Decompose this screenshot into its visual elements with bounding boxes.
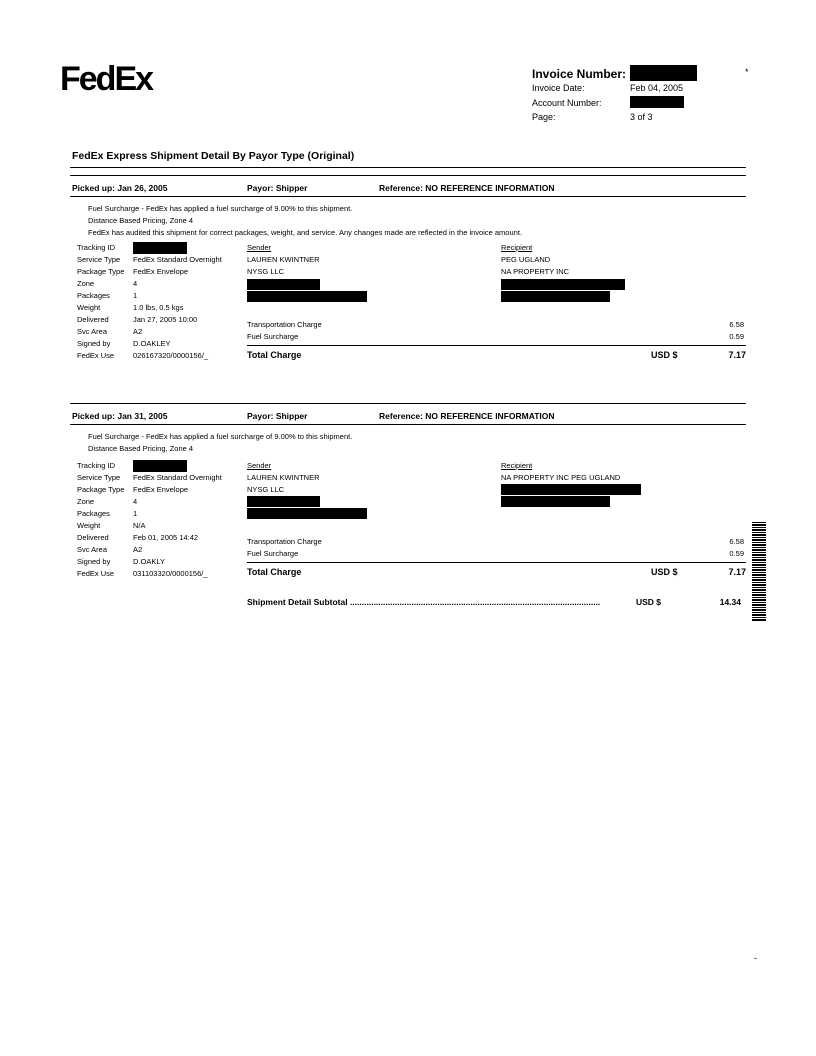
tracking-id-label: Tracking ID xyxy=(77,243,116,252)
total-currency: USD $ xyxy=(651,350,678,360)
shipment-2-note: Fuel Surcharge - FedEx has applied a fuel surcharge of 9.00% to this shipment. xyxy=(88,432,353,441)
transportation-charge-value: 6.58 xyxy=(729,320,744,329)
shipment-2-top-rule xyxy=(70,403,746,404)
service-type-value: FedEx Standard Overnight xyxy=(133,255,222,264)
package-type-value: FedEx Envelope xyxy=(133,267,189,276)
redacted-tracking-id xyxy=(133,460,187,472)
transportation-charge-value: 6.58 xyxy=(729,537,744,546)
redacted-sender-city xyxy=(247,291,367,302)
packages-value: 1 xyxy=(133,291,138,300)
redacted-sender-address xyxy=(247,279,320,290)
shipment-1-reference: Reference: NO REFERENCE INFORMATION xyxy=(379,183,555,193)
shipment-1-picked-up: Picked up: Jan 26, 2005 xyxy=(72,183,168,193)
fuel-surcharge-value: 0.59 xyxy=(729,332,744,341)
invoice-date-label: Invoice Date: xyxy=(532,83,585,93)
signed-by-label: Signed by xyxy=(77,557,111,566)
fedex-logo: FedEx xyxy=(60,60,153,98)
total-currency: USD $ xyxy=(651,567,678,577)
packages-label: Packages xyxy=(77,509,110,518)
service-type-label: Service Type xyxy=(77,473,121,482)
fuel-surcharge-label: Fuel Surcharge xyxy=(247,332,299,341)
sender-name: LAUREN KWINTNER xyxy=(247,255,320,264)
redacted-account-number xyxy=(630,96,684,108)
packages-value: 1 xyxy=(133,509,138,518)
shipment-1-head-rule xyxy=(70,196,746,197)
invoice-date-value: Feb 04, 2005 xyxy=(630,83,684,93)
shipment-1-note: FedEx has audited this shipment for correct packages, weight, and service. Any changes made are reflected in the invoice amount. xyxy=(88,228,522,237)
sender-company: NYSG LLC xyxy=(247,267,285,276)
subtotal-currency: USD $ xyxy=(636,597,662,607)
document-title: FedEx Express Shipment Detail By Payor Type (Original) xyxy=(72,150,355,162)
package-type-label: Package Type xyxy=(77,485,125,494)
charges-rule xyxy=(247,345,746,346)
subtotal-label: Shipment Detail Subtotal .......................................................................................................... xyxy=(247,597,601,607)
signed-by-value: D.OAKLY xyxy=(133,557,165,566)
zone-label: Zone xyxy=(77,497,95,506)
shipment-1-payor: Payor: Shipper xyxy=(247,183,308,193)
title-divider xyxy=(70,167,746,168)
sender-heading: Sender xyxy=(247,461,272,470)
svc-area-label: Svc Area xyxy=(77,545,108,554)
shipment-2-payor: Payor: Shipper xyxy=(247,411,308,421)
corner-mark: * xyxy=(745,67,749,77)
redacted-recipient-address xyxy=(501,484,641,495)
invoice-number-label: Invoice Number: xyxy=(532,67,627,81)
weight-label: Weight xyxy=(77,303,101,312)
svc-area-label: Svc Area xyxy=(77,327,108,336)
packages-label: Packages xyxy=(77,291,110,300)
fedex-use-value: 031103320/0000156/_ xyxy=(133,569,208,578)
redacted-recipient-address xyxy=(501,279,625,290)
signed-by-label: Signed by xyxy=(77,339,111,348)
recipient-name: NA PROPERTY INC PEG UGLAND xyxy=(501,473,621,482)
page-label: Page: xyxy=(532,112,556,122)
shipment-2-head-rule xyxy=(70,424,746,425)
delivered-label: Delivered xyxy=(77,315,109,324)
fedex-use-value: 026167320/0000156/_ xyxy=(133,351,209,360)
recipient-heading: Recipient xyxy=(501,461,533,470)
fedex-use-label: FedEx Use xyxy=(77,351,115,360)
sender-company: NYSG LLC xyxy=(247,485,285,494)
total-charge-value: 7.17 xyxy=(728,350,746,360)
footer-mark: - xyxy=(754,953,757,963)
total-charge-label: Total Charge xyxy=(247,567,302,577)
sender-name: LAUREN KWINTNER xyxy=(247,473,320,482)
redacted-tracking-id xyxy=(133,242,187,254)
fuel-surcharge-value: 0.59 xyxy=(729,549,744,558)
service-type-label: Service Type xyxy=(77,255,121,264)
weight-label: Weight xyxy=(77,521,101,530)
fedex-use-label: FedEx Use xyxy=(77,569,115,578)
subtotal-value: 14.34 xyxy=(719,597,741,607)
recipient-name: PEG UGLAND xyxy=(501,255,551,264)
signed-by-value: D.OAKLEY xyxy=(133,339,171,348)
redacted-recipient-city xyxy=(501,291,610,302)
shipment-1-note: Distance Based Pricing, Zone 4 xyxy=(88,216,194,225)
redacted-sender-city xyxy=(247,508,367,519)
redacted-recipient-city xyxy=(501,496,610,507)
shipment-2-picked-up: Picked up: Jan 31, 2005 xyxy=(72,411,168,421)
account-number-label: Account Number: xyxy=(532,98,602,108)
transportation-charge-label: Transportation Charge xyxy=(247,537,322,546)
sender-heading: Sender xyxy=(247,243,272,252)
page-value: 3 of 3 xyxy=(630,112,653,122)
shipment-1-note: Fuel Surcharge - FedEx has applied a fuel surcharge of 9.00% to this shipment. xyxy=(88,204,353,213)
charges-rule xyxy=(247,562,746,563)
total-charge-label: Total Charge xyxy=(247,350,302,360)
zone-label: Zone xyxy=(77,279,95,288)
fuel-surcharge-label: Fuel Surcharge xyxy=(247,549,299,558)
delivered-label: Delivered xyxy=(77,533,109,542)
recipient-company: NA PROPERTY INC xyxy=(501,267,570,276)
weight-value: 1.0 lbs, 0.5 kgs xyxy=(133,303,184,312)
shipment-2-note: Distance Based Pricing, Zone 4 xyxy=(88,444,194,453)
delivered-value: Feb 01, 2005 14:42 xyxy=(133,533,199,542)
weight-value: N/A xyxy=(133,521,146,530)
shipment-2-reference: Reference: NO REFERENCE INFORMATION xyxy=(379,411,555,421)
svc-area-value: A2 xyxy=(133,327,143,336)
package-type-value: FedEx Envelope xyxy=(133,485,189,494)
svc-area-value: A2 xyxy=(133,545,143,554)
zone-value: 4 xyxy=(133,497,138,506)
redacted-sender-address xyxy=(247,496,320,507)
package-type-label: Package Type xyxy=(77,267,125,276)
redacted-invoice-number xyxy=(630,65,697,81)
delivered-value: Jan 27, 2005 10:00 xyxy=(133,315,198,324)
tracking-id-label: Tracking ID xyxy=(77,461,116,470)
recipient-heading: Recipient xyxy=(501,243,533,252)
zone-value: 4 xyxy=(133,279,138,288)
barcode xyxy=(752,522,766,622)
service-type-value: FedEx Standard Overnight xyxy=(133,473,222,482)
total-charge-value: 7.17 xyxy=(728,567,746,577)
shipment-1-top-rule xyxy=(70,175,746,176)
transportation-charge-label: Transportation Charge xyxy=(247,320,322,329)
